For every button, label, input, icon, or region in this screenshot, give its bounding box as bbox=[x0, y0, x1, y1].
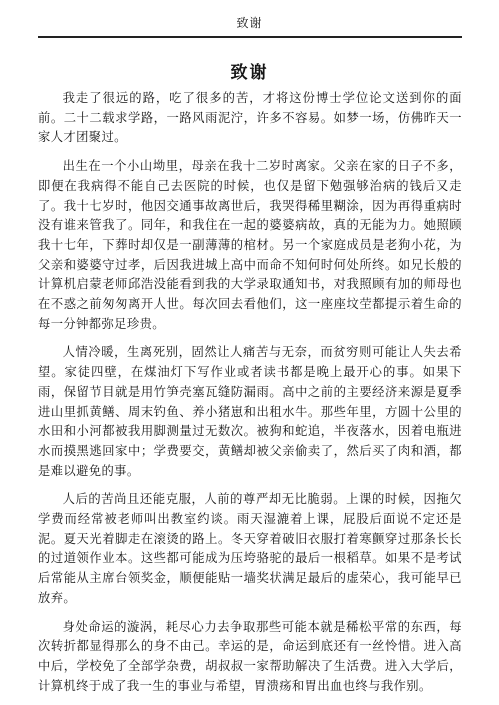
paragraph: 出生在一个小山坳里，母亲在我十二岁时离家。父亲在家的日子不多，即便在我病得不能自己去医院的时候，也仅是留下勉强够治病的钱后又走了。我十七岁时，他因交通事故离世后，我哭得稀里糊涂，因为再得重病时没有谁来管我了。同年，和我住在一起的婆婆病故，真的无能为力。她照顾我十七年，下葬时却仅是一副薄薄的棺材。另一个家庭成员是老狗小花，为父亲和婆婆守过孝，后因我进城上高中而命不知何时何处所终。如兄长般的计算机启蒙老师邱浩没能看到我的大学录取通知书，对我照顾有加的师母也在不惑之前匆匆离开人世。每次回去看他们，这一座座坟茔都提示着生命的每一分钟都弥足珍贵。 bbox=[38, 159, 462, 331]
paragraph: 人情冷暖，生离死别，固然让人痛苦与无奈，而贫穷则可能让人失去希望。家徒四壁，在煤油灯下写作业或者读书都是晚上最开心的事。如果下雨，保留节目就是用竹笋壳塞瓦缝防漏雨。高中之前的主要经济来源是夏季进山里抓黄鳝、周末钓鱼、养小猪崽和出租水牛。那些年里，方圆十公里的水田和小河都被我用脚测量过无数次。被狗和蛇追，半夜落水，因着电瓶进水而摸黑逃回家中；学费要交，黄鳝却被父亲偷卖了，然后买了肉和酒，都是难以避免的事。 bbox=[38, 345, 462, 478]
running-header: 致谢 bbox=[236, 16, 263, 30]
body-text bbox=[38, 89, 462, 705]
header-rule bbox=[38, 36, 462, 38]
paragraph: 人后的苦尚且还能克服，人前的尊严却无比脆弱。上课的时候，因拖欠学费而经常被老师叫出教室约谈。雨天湿漉着上课，屁股后面说不定还是泥。夏天光着脚走在滚烫的路上。冬天穿着破旧衣服打着寒颤穿过那条长长的过道领作业本。这些都可能成为压垮骆驼的最后一根稻草。如果不是考试后常能从主席台领奖金，顺便能贴一墙奖状满足最后的虚荣心，我可能早已放弃。 bbox=[38, 492, 462, 605]
paragraph: 我走了很远的路，吃了很多的苦，才将这份博士学位论文送到你的面前。二十二载求学路，一路风雨泥泞，许多不容易。如梦一场，仿佛昨天一家人才团聚过。 bbox=[38, 91, 462, 145]
page-title: 致谢 bbox=[230, 63, 269, 83]
paragraph: 身处命运的漩涡，耗尽心力去争取那些可能本就是稀松平常的东西，每次转折都显得那么的身不由己。幸运的是，命运到底还有一丝怜惜。进入高中后，学校免了全部学杂费，胡叔叔一家帮助解决了生活费。进入大学后，计算机终于成了我一生的事业与希望，胃溃疡和胃出血也终与我作别。 bbox=[38, 619, 462, 693]
